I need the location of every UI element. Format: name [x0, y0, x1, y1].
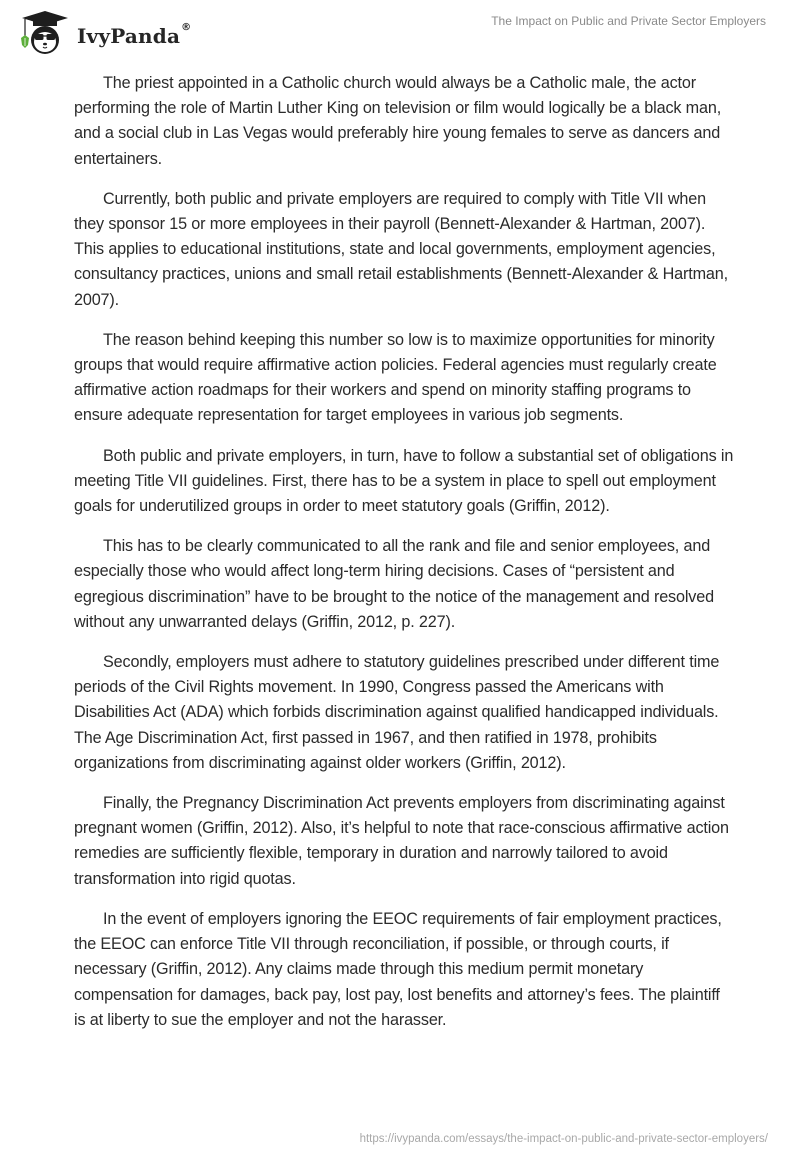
paragraph: The reason behind keeping this number so low is to maximize opportunities for minority groups that would require affirmative action policies. Federal agencies must regularly create affirmative action roadmaps for their workers and spend on minority staffing programs to ensure adequate representation for target employees in various job segments. [74, 330, 717, 425]
paragraph: Secondly, employers must adhere to statutory guidelines prescribed under different time periods of the Civil Rights movement. In 1990, Congress passed the Americans with Disabilities Act (ADA) which forbids discrimination against qualified handicapped individuals. The Age Discrimination Act, first passed in 1967, and then ratified in 1978, prohibits organizations from discriminating against older workers (Griffin, 2012). [74, 653, 720, 772]
brand-logo[interactable] [16, 8, 191, 56]
essay-body [74, 71, 734, 1048]
source-url-link[interactable]: https://ivypanda.com/essays/the-impact-on-public-and-private-sector-employers/ [359, 1133, 768, 1145]
paragraph: Currently, both public and private employers are required to comply with Title VII when they sponsor 15 or more employees in their payroll (Bennett-Alexander & Hartman, 2007). This applies to educational institutions, state and local governments, employment agencies, consultancy practices, unions and small retail establishments (Bennett-Alexander & Hartman, 2007). [74, 189, 728, 309]
document-title: The Impact on Public and Private Sector Employers [491, 14, 766, 28]
panda-graduate-icon [16, 8, 74, 56]
paragraph: Both public and private employers, in turn, have to follow a substantial set of obligations in meeting Title VII guidelines. First, there has to be a system in place to spell out employment goals for underutilized groups in order to meet statutory goals (Griffin, 2012). [74, 446, 734, 516]
registered-mark: ® [181, 22, 192, 33]
paragraph: The priest appointed in a Catholic church would always be a Catholic male, the actor performing the role of Martin Luther King on television or film would logically be a black man, and a social club in Las Vegas would preferably hire young females to serve as dancers and entertainers. [74, 74, 722, 168]
paragraph: In the event of employers ignoring the EEOC requirements of fair employment practices, the EEOC can enforce Title VII through reconciliation, if possible, or through courts, if necessary (Griffin, 2012). Any claims made through this medium permit monetary compensation for damages, back pay, lost pay, lost benefits and attorney’s fees. The plaintiff is at liberty to sue the employer and not the harasser. [74, 909, 722, 1029]
page-header [0, 0, 800, 66]
paragraph: Finally, the Pregnancy Discrimination Act prevents employers from discriminating against pregnant women (Griffin, 2012). Also, it’s helpful to note that race-conscious affirmative action remedies are sufficiently flexible, temporary in duration and narrowly tailored to avoid transformation into rigid quotas. [74, 794, 729, 888]
brand-name: IvyPanda® [77, 22, 192, 48]
paragraph: This has to be clearly communicated to all the rank and file and senior employees, and especially those who would affect long-term hiring decisions. Cases of “persistent and egregious discrimination” have to be brought to the notice of the management and resolved without any unwarranted delays (Griffin, 2012, p. 227). [74, 537, 714, 631]
